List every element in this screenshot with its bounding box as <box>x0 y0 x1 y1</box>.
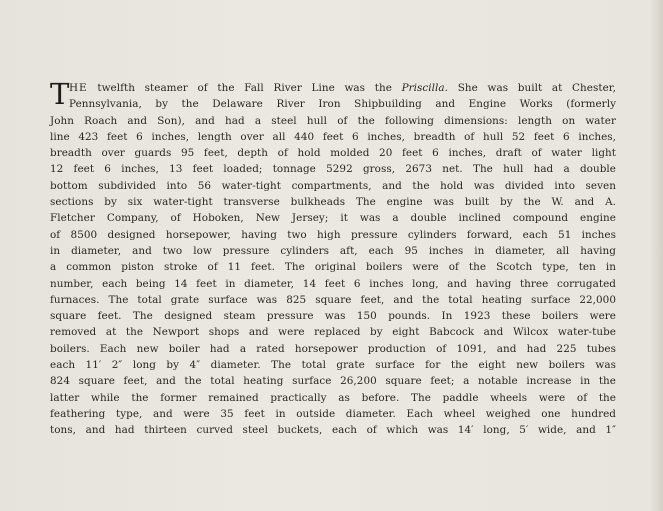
text-line-7: bottom subdivided into 56 water-tight compartments, and the hold was divided into seven <box>50 179 616 192</box>
ship-name: Priscilla. <box>401 82 449 94</box>
text-line-17: boilers. Each new boiler had a rated horsepower production of 1091, and had 225 tubes <box>50 342 616 355</box>
text-line-16: removed at the Newport shops and were replaced by eight Babcock and Wilcox water-tube <box>50 326 616 339</box>
text-line-19: 824 square feet, and the total heating surface 26,200 square feet; a notable increase in the <box>50 375 616 388</box>
text-line-8: sections by six water-tight transverse bulkheads The engine was built by the W. and A. <box>50 196 616 209</box>
text-line-10: of 8500 designed horsepower, having two high pressure cylinders forward, each 51 inches <box>50 228 616 241</box>
text-line-14: furnaces. The total grate surface was 825 square feet, and the total heating surface 22,000 <box>50 293 616 306</box>
text-line-22: tons, and had thirteen curved steel buckets, each of which was 14′ long, 5′ wide, and 1″ <box>50 424 616 437</box>
text-line-1 <box>50 80 616 96</box>
lead-word: HE <box>69 82 88 94</box>
line-1-text: twelfth steamer of the Fall River Line was the <box>87 82 402 94</box>
text-line-9: Fletcher Company, of Hoboken, New Jersey; it was a double inclined compound engine <box>50 212 616 225</box>
drop-cap: T <box>50 77 70 111</box>
text-line-5: breadth over guards 95 feet, depth of hold molded 20 feet 6 inches, draft of water light <box>50 147 616 160</box>
text-line-15: square feet. The designed steam pressure was 150 pounds. In 1923 these boilers were <box>50 310 616 323</box>
text-line-11: in diameter, and two low pressure cylinders aft, each 95 inches in diameter, all having <box>50 244 616 257</box>
text-line-6: 12 feet 6 inches, 13 feet loaded; tonnage 5292 gross, 2673 net. The hull had a double <box>50 163 616 176</box>
text-line-2: Pennsylvania, by the Delaware River Iron Shipbuilding and Engine Works (formerly <box>69 98 616 111</box>
text-line-13: number, each being 14 feet in diameter, 14 feet 6 inches long, and having three corrugated <box>50 277 616 290</box>
body-text <box>50 77 616 439</box>
text-line-3: John Roach and Son), and had a steel hull of the following dimensions: length on water <box>50 114 616 127</box>
line-1-text-end: She was built at Chester, <box>448 82 616 94</box>
text-line-4: line 423 feet 6 inches, length over all 440 feet 6 inches, breadth of hull 52 feet 6 inches, <box>50 130 616 143</box>
text-line-18: each 11′ 2″ long by 4″ diameter. The total grate surface for the eight new boilers was <box>50 359 616 372</box>
text-line-21: feathering type, and were 35 feet in outside diameter. Each wheel weighed one hundred <box>50 407 616 420</box>
text-line-20: latter while the former remained practically as before. The paddle wheels were of the <box>50 391 616 404</box>
text-line-12: a common piston stroke of 11 feet. The original boilers were of the Scotch type, ten in <box>50 261 616 274</box>
